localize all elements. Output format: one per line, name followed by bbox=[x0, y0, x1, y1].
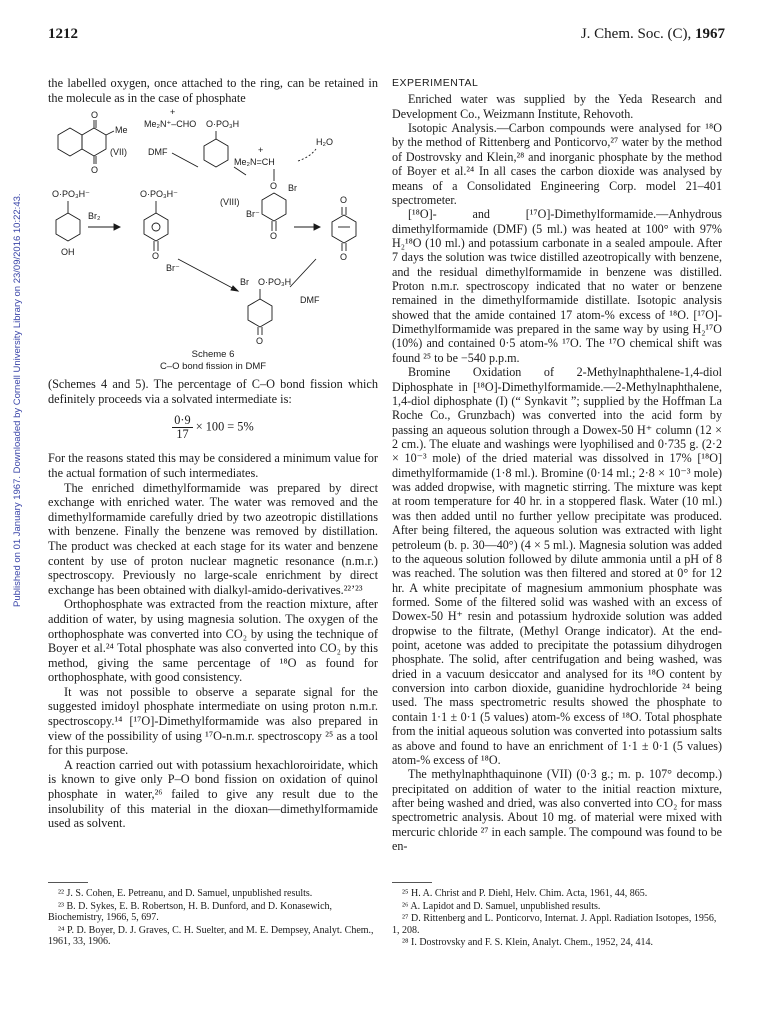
left-paragraph-2: For the reasons stated this may be considered a minimum value for the actual formation of such intermediates. bbox=[48, 451, 378, 480]
footnote-rule-left bbox=[48, 882, 88, 883]
left-paragraph-3: The enriched dimethylformamide was prepared by direct exchange with enriched water. The water was removed and the dimethylformamide carefully dried by two azeotropic distillations with benzene. Finally the benzene was removed by distillation. The product was checked at each stage for its water and benzene content by use of proton nuclear magnetic resonance (n.m.r.) spectroscopy. Previously no large-scale enrichment by direct exchange has been obtained with dialkyl-amido-derivatives.²²ʼ²³ bbox=[48, 480, 378, 597]
label-h2o: H₂O bbox=[316, 137, 333, 148]
ring-mid-right bbox=[262, 193, 286, 221]
ring-product bbox=[332, 215, 356, 243]
right-column bbox=[392, 76, 722, 853]
page-number: 1212 bbox=[48, 26, 78, 42]
percentage-equation bbox=[48, 414, 378, 441]
fraction-numerator: 0·9 bbox=[174, 413, 191, 428]
label-o-mid: O bbox=[270, 181, 278, 192]
label-o-product-top: O bbox=[340, 195, 348, 206]
left-paragraph-1: (Schemes 4 and 5). The percentage of C–O bond fission which definitely proceeds via a solvated intermediate is: bbox=[48, 377, 378, 406]
label-vii: (VII) bbox=[110, 147, 127, 158]
ring-start bbox=[56, 213, 80, 241]
label-br-lower: Br bbox=[240, 277, 249, 288]
label-o-bottom: O bbox=[91, 165, 99, 176]
label-me: Me bbox=[115, 125, 128, 136]
naphthalene-ring-b bbox=[82, 128, 106, 156]
references-left bbox=[48, 888, 378, 949]
naphthalene-ring-a bbox=[58, 128, 82, 156]
label-opo3h-lower: O·PO₃H bbox=[258, 277, 292, 288]
reference: ²⁵ H. A. Christ and P. Diehl, Helv. Chim. Acta, 1961, 44, 865. bbox=[402, 888, 648, 899]
scheme-caption: Scheme 6 bbox=[191, 349, 235, 361]
reference: ²⁸ I. Dostrovsky and F. S. Klein, Analyt. Chem., 1952, 24, 414. bbox=[402, 937, 653, 949]
label-plus-mid: + bbox=[258, 145, 264, 156]
left-paragraph-0: the labelled oxygen, once attached to the ring, can be retained in the molecule as in the case of phosphate bbox=[48, 76, 378, 105]
label-dmf-lower: DMF bbox=[300, 295, 320, 306]
label-br-mid: Br bbox=[288, 183, 297, 194]
fraction bbox=[172, 414, 192, 441]
equation-rest: × 100 = 5% bbox=[192, 419, 254, 434]
scheme-subcaption: C–O bond fission in DMF bbox=[159, 361, 267, 373]
ring-cation bbox=[144, 213, 168, 241]
reference: ²⁶ A. Lapidot and D. Samuel, unpublished results. bbox=[402, 900, 601, 912]
reference: ²⁴ P. D. Boyer, D. J. Graves, C. H. Suelter, and M. E. Dempsey, Analyt. Chem., 1961, 33, 1906. bbox=[48, 924, 374, 948]
journal-year: 1967 bbox=[695, 26, 725, 42]
ring-top bbox=[204, 139, 228, 167]
scheme-drawing bbox=[48, 109, 378, 371]
label-o-product-bottom: O bbox=[340, 252, 348, 263]
reference: ²⁷ D. Rittenberg and L. Ponticorvo, Internat. J. Appl. Radiation Isotopes, 1956, 1, 208. bbox=[392, 913, 717, 936]
label-opo3h-top: O·PO₃H bbox=[206, 119, 240, 130]
right-paragraph-1: Enriched water was supplied by the Yeda Research and Development Co., Weizmann Institute, Rehovoth. bbox=[392, 92, 722, 121]
label-o-lower: O bbox=[256, 336, 264, 347]
right-paragraph-3: [¹⁸O]- and [¹⁷O]-Dimethylformamide.—Anhydrous dimethylformamide (DMF) (5 ml.) was heated at 100° with 97% H₂¹⁸O (10 ml.) and potassium carbonate in a sealed ampoule. After 7 days the solution was twice distilled azeotropically with benzene, and the residual dimethylformamide in benzene was distilled. Proton n.m.r. spectroscopy indicated that no water or benzene remained in the dimethylformamide distillate. Isotopic analysis showed that the amide contained 17 atom-% excess of ¹⁸O. [¹⁷O]-Dimethylformamide was prepared in the same way by using H₂¹⁷O (10%) and contained 0·5 atom-% ¹⁷O. The ¹⁷O chemical shift was found ²⁵ to be −540 p.p.m. bbox=[392, 207, 722, 365]
ring-lower bbox=[248, 299, 272, 327]
label-me2n-cho: Me₂N⁺–CHO bbox=[144, 119, 197, 130]
right-paragraph-4: Bromine Oxidation of 2-Methylnaphthalene-1,4-diol Diphosphate in [¹⁸O]-Dimethylformamide.—2-Methylnaphthalene, 1,4-diol diphosphate (I) (“ Synkavit ”; supplied by the Hoffman La Roche Co., Grunzbach) was converted into the acid form by passing an aqueous solution through a Dowex-50 H⁺ column (12 × 2 cm.). The eluate and washings were lyophilised and 0·735 g. (2·2 × 10⁻³ mole) of the dried material was dissolved in 17% [¹⁸O] dimethylformamide (1·8 ml.). Bromine (0·14 ml.; 2·8 × 10⁻³ mole) was added dropwise, with magnetic stirring. The mixture was kept at room temperature for 40 hr. in a stoppered flask. Water (10 ml.) was then added until no further yellow precipitate was produced. After being filtered, the aqueous solution was extracted with light petroleum (b. p. 30—40°) (4 × 5 ml.). Magnesia solution was added to the aqueous solution followed by dilute ammonia until a pH of 8 was reached. The solution was then filtered and stored at 0° for 12 hr. A white precipitate of magnesium ammonium phosphate was formed. Some of the filtered solid was washed with an excess of Dowex-50 H⁺ resin and potassium hydroxide solution was added dropwise to the filtrate, (Methyl Orange indicator). At the end-point, acetone was added to precipitate the potassium dihydrogen phosphate. The solid, after centrifugation and being washed, was dried in a vacuum desiccator and analysed for its ¹⁸O content by conversion into carbon dioxide, guanidine hydrochloride ²⁴ being used. The mass spectrometric results showed the phosphate to contain 1·1 ± 0·1 (5 values) atom-% excess of ¹⁸O. Total phosphate from the initial aqueous solution was converted into potassium salts as above and found to have an enrichment of 1·1 ± 0·1 (5 values) atom-% excess of ¹⁸O. bbox=[392, 365, 722, 767]
reference: ²³ B. D. Sykes, E. B. Robertson, H. B. Dunford, and D. Konasewich, Biochemistry, 1966, 5, 697. bbox=[48, 900, 333, 924]
right-paragraph-2: Isotopic Analysis.—Carbon compounds were analysed for ¹⁸O by the method of Rittenberg and Ponticorvo,²⁷ water by the method of Dostrovsky and Klein,²⁸ and inorganic phosphate by the method of Boyer et al.²⁴ In all cases the carbon dioxide was analysed by means of a Consolidated Engineering Corp. model 21–401 spectrometer. bbox=[392, 121, 722, 207]
journal-header bbox=[581, 26, 725, 43]
label-br-minus-b: Br⁻ bbox=[166, 263, 180, 274]
left-column bbox=[48, 76, 378, 831]
left-paragraph-6: A reaction carried out with potassium hexachloroiridate, which is known to give only P–O bond fission on oxidation of quinol phosphate in water,²⁶ failed to give any result due to the insolubility of this material in the dioxan—dimethylformamide used as solvent. bbox=[48, 757, 378, 831]
label-me2n-ch: Me₂N=CH bbox=[234, 157, 275, 168]
reference: ²² J. S. Cohen, E. Petreanu, and D. Samuel, unpublished results. bbox=[58, 888, 313, 899]
reaction-scheme bbox=[48, 109, 378, 371]
footnote-rule-right bbox=[392, 882, 432, 883]
label-br2: Br₂ bbox=[88, 211, 101, 222]
label-o-mid-bottom: O bbox=[270, 231, 278, 242]
right-paragraph-5: The methylnaphthaquinone (VII) (0·3 g.; m. p. 107° decomp.) precipitated on addition of water to the initial reaction mixture, after being washed and dried, was also converted into CO₂ for mass spectrometric analysis. About 10 mg. of material were mixed with mercuric chloride ²⁷ in each sample. The compound was found to be en- bbox=[392, 767, 723, 854]
journal-name: J. Chem. Soc. (C), bbox=[580, 26, 695, 42]
label-plus-top: + bbox=[170, 109, 176, 118]
label-opo3h-minus-b: O·PO₃H⁻ bbox=[140, 189, 178, 200]
label-dmf-top: DMF bbox=[148, 147, 168, 158]
fraction-denominator: 17 bbox=[176, 427, 189, 442]
section-heading: EXPERIMENTAL bbox=[392, 77, 479, 89]
download-stamp: Published on 01 January 1967. Downloaded by Cornell University Library on 23/09/2016 10:22:43. bbox=[12, 193, 23, 607]
left-paragraph-5: It was not possible to observe a separate signal for the suggested imidoyl phosphate intermediate on using proton n.m.r. spectroscopy.¹⁴ [¹⁷O]-Dimethylformamide was also prepared in view of the possibility of using ¹⁷O-n.m.r. spectroscopy ²⁵ as a tool for this purpose. bbox=[48, 684, 378, 758]
references-right bbox=[392, 888, 722, 950]
label-oh: OH bbox=[61, 247, 75, 258]
label-o-top: O bbox=[91, 110, 99, 121]
label-br-minus-a: Br⁻ bbox=[246, 209, 260, 220]
left-paragraph-4: Orthophosphate was extracted from the reaction mixture, after addition of water, by using magnesia solution. The oxygen of the orthophosphate was converted into CO₂ by using the technique of Boyer et al.²⁴ Total phosphate was also converted into CO₂ by this method, giving the same percentage of ¹⁸O as found for orthophosphate, with good consistency. bbox=[48, 597, 378, 685]
label-viii: (VIII) bbox=[220, 197, 240, 208]
label-o-cation: O bbox=[152, 251, 160, 262]
label-opo3h-minus-a: O·PO₃H⁻ bbox=[52, 189, 90, 200]
